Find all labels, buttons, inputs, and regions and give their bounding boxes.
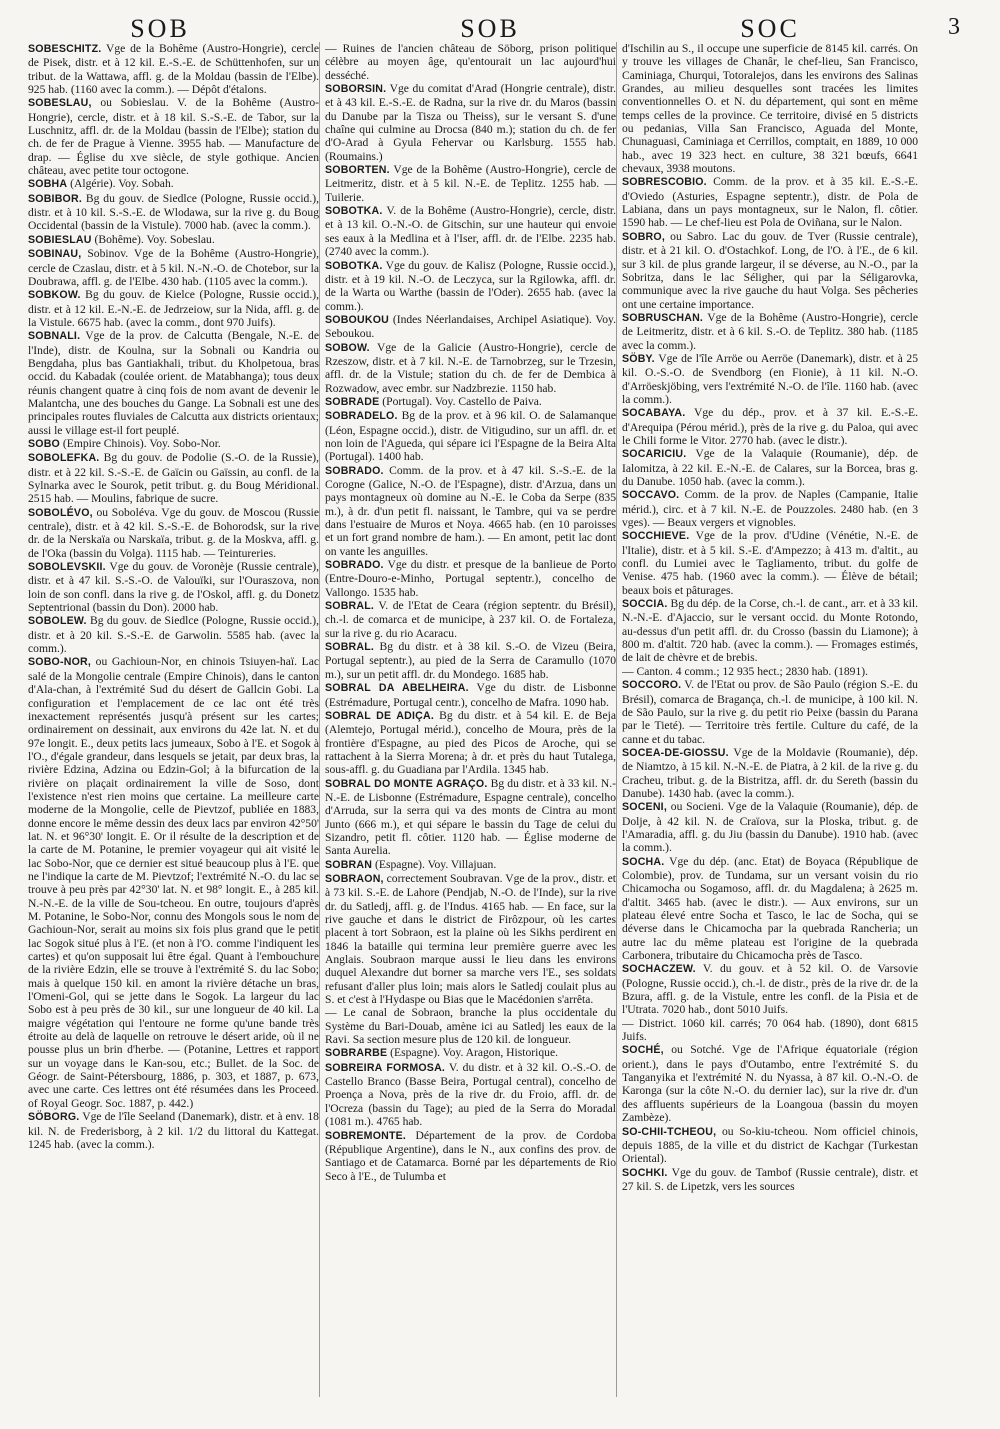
entry-headword: SOCCAVO. bbox=[622, 489, 680, 502]
entry-body: Comm. de la prov. et à 35 kil. E.-S.-E. d'Oviedo (Asturies, Espagne septentr.), distr. de Pola de Labiana, dans un pays montagneux, sur le Nalon, fl. côtier. 1590 hab. — Le chef-lieu est Pola de Oviñana, sur le Nalon. bbox=[622, 175, 918, 230]
dictionary-entry bbox=[28, 96, 319, 177]
entry-body: ou Sabro. Lac du gouv. de Tver (Russie centrale), distr. et à 21 kil. O. d'Ostachkof. Long, de l'O. à l'E., de 6 kil. sur 3 kil. de plus grande largeur, il se déverse, au N.-O., par la Sobritza, dans le lac Séligher, qui par la Séligarovka, communique avec la rive gauche du haut Volga. Ses pêcheries ont une certaine importance. bbox=[622, 229, 918, 311]
entry-body: Vge du distr. et presque de la banlieue de Porto (Entre-Douro-e-Minho, Portugal septentr.), concelho de Vallongo. 1535 hab. bbox=[325, 558, 616, 599]
dictionary-entry bbox=[325, 1129, 616, 1183]
entry-body: V. de l'Etat ou prov. de São Paulo (région S.-E. du Brésil), comarca de Bragança, ch.-l. de municipe, à 100 kil. N. de São Paulo, sur la rive g. du petit rio Peixe (bassin du Parana par le Tieté). — Territoire très fertile. Culture du café, de la canne et du tabac. bbox=[622, 678, 918, 746]
dictionary-entry bbox=[325, 777, 616, 858]
entry-body: ou Socieni. Vge de la Valaquie (Roumanie), dép. de Dolje, à 42 kil. N. de Craïova, sur la Ploska, tribut. g. de l'Amaradia, affl. g. du Jiu (bassin du Danube). 1910 hab. (avec la comm.). bbox=[622, 800, 918, 855]
entry-headword: SOBOUKOU bbox=[325, 313, 389, 326]
entry-body: V. du distr. et à 32 kil. O.-S.-O. de Castello Branco (Basse Beira, Portugal central), concelho de Proença a Nova, près de la rive dr. du Froio, affl. dr. de l'Ocreza (bassin du Tage); au pied de la Serra do Moradal (1081 m.). 4765 hab. bbox=[325, 1060, 616, 1129]
entry-headword: SOBOLEW. bbox=[28, 615, 87, 628]
entry-headword: SOBRESCOBIO. bbox=[622, 176, 707, 189]
entry-headword: SOBOW. bbox=[325, 341, 370, 354]
entry-headword: SOBOLEFKA. bbox=[28, 452, 100, 465]
dictionary-entry bbox=[622, 352, 918, 406]
dictionary-entry bbox=[325, 42, 616, 82]
dictionary-entry bbox=[622, 230, 918, 311]
dictionary-entry bbox=[622, 597, 918, 665]
entry-body: — Ruines de l'ancien château de Söborg, prison politique célèbre au moyen âge, qu'entourait un lac aujourd'hui desséché. bbox=[325, 42, 616, 82]
entry-headword: SOBORTEN. bbox=[325, 164, 390, 177]
dictionary-entry bbox=[622, 488, 918, 529]
entry-headword: SOBINAU, bbox=[28, 248, 82, 261]
entry-body: Bg de la prov. et à 96 kil. O. de Salamanque (Léon, Espagne occid.), distr. de Vitigudino, sur un affl. dr. et non loin de l'Agueda, qui sépare ici l'Espagne de la Beira Alta (Portugal). 1400 hab. bbox=[325, 409, 616, 464]
entry-headword: SÖBORG. bbox=[28, 1111, 80, 1124]
entry-headword: SÖBY. bbox=[622, 352, 655, 365]
dictionary-entry bbox=[325, 395, 616, 409]
dictionary-entry bbox=[28, 177, 319, 191]
dictionary-entry bbox=[622, 406, 918, 447]
entry-headword: SO-CHII-TCHEOU, bbox=[622, 1125, 717, 1138]
dictionary-entry bbox=[622, 855, 918, 963]
entry-headword: SOBRAON, bbox=[325, 872, 384, 885]
entry-headword: SOBIBOR. bbox=[28, 192, 82, 205]
running-head-left: SOB bbox=[130, 14, 190, 43]
entry-body: ou So-kiu-tcheou. Nom officiel chinois, depuis 1885, de la ville et du district de Kachgar (Turkestan Oriental). bbox=[622, 1124, 918, 1166]
entry-headword: SOBRAL DO MONTE AGRAÇO. bbox=[325, 777, 488, 790]
entry-body: Vge de la Bohême (Austro-Hongrie), cercle de Leitmeritz, distr. et à 6 kil. S.-O. de Teplitz. 380 hab. (1185 avec la comm.). bbox=[622, 310, 918, 352]
entry-body: Comm. de la prov. et à 47 kil. S.-S.-E. de la Corogne (Galice, N.-O. de l'Espagne), distr. d'Arzua, dans un pays montagneux où domine au N.-E. le Coba da Serpe (835 m.), à dr. d'un petit fl. naissant, le Tambre, qui va se perdre dans l'estuaire de Muros et Noya. 4665 hab. (en 10 paroisses et un fort grand nombre de ham.). — En amont, petit lac dont on vante les anguilles. bbox=[325, 463, 616, 558]
entry-body: Vge de la Bohême (Austro-Hongrie), cercle de Pisek, distr. et à 12 kil. E.-S.-E. de Schüttenhofen, sur un tribut. de la Wattawa, affl. g. de la Moldau (bassin de l'Elbe). 925 hab. (1160 avec la comm.). — Dépôt d'étalons. bbox=[28, 42, 319, 97]
entry-body: ou Sobieslau. V. de la Bohême (Austro-Hongrie), cercle, distr. et à 18 kil. S.-S.-E. de Tabor, sur la Luschnitz, affl. dr. de la Moldau (bassin de l'Elbe); station du ch. de fer de Prague à Vienne. 3955 hab. — Manufacture de drap. — Église du xve siècle, de style gothique. Ancien château, avec petite tour octogone. bbox=[28, 96, 319, 178]
entry-body: Bg du distr. et à 54 kil. E. de Beja (Alemtejo, Portugal mérid.), concelho de Moura, près de la frontière d'Espagne, au pied des Picos de Aroche, qui se rattachent à la Sierra Morena; à dr. et près du haut Tutalega, sous-affl. g. du Guadiana par l'Ardila. 1345 hab. bbox=[325, 708, 616, 777]
dictionary-entry bbox=[28, 1110, 319, 1151]
dictionary-entry bbox=[325, 558, 616, 599]
entry-headword: SOBO-NOR, bbox=[28, 656, 92, 669]
entry-headword: SOBRARBE bbox=[325, 1047, 388, 1060]
entry-headword: SOBRAL DA ABELHEIRA. bbox=[325, 682, 469, 695]
entry-body: V. du gouv. et à 52 kil. O. de Varsovie (Pologne, Russie occid.), ch.-l. de distr., près de la rive dr. de la Bzura, affl. g. de la Vistule, entre les confl. de la Pisia et de l'Utrata. 7020 hab., dont 5010 Juifs. bbox=[622, 962, 918, 1017]
dictionary-entry bbox=[325, 204, 616, 258]
entry-body: V. de la Bohême (Austro-Hongrie), cercle, distr. et à 13 kil. O.-N.-O. de Gitschin, sur une hauteur qui envoie ses eaux à la Medlina et à l'Iser, affl. dr. de l'Elbe. 2235 hab. (2740 avec la comm.). bbox=[325, 204, 616, 259]
page-number: 3 bbox=[948, 14, 960, 40]
entry-headword: SOCEA-DE-GIOSSU. bbox=[622, 746, 729, 759]
entry-body: Bg du distr. et à 38 kil. S.-O. de Vizeu (Beira, Portugal septentr.), au pied de la Serra de Caramullo (1070 m.), sur un petit affl. dr. du Mondego. 1685 hab. bbox=[325, 640, 616, 681]
entry-headword: SOBORSIN. bbox=[325, 83, 387, 96]
entry-body: Vge de la prov. d'Udine (Vénétie, N.-E. de l'Italie), distr. et à 5 kil. S.-E. d'Ampezzo; à 413 m. d'altit., au confl. du Lumiei avec le Tagliamento, tribut. du golfe de Venise. 475 hab. (1960 avec la comm.). — Élève de bétail; beaux bois et pâturages. bbox=[622, 529, 918, 597]
entry-headword: SOCENI, bbox=[622, 801, 667, 814]
entry-headword: SOBRAL. bbox=[325, 641, 375, 654]
entry-headword: SOCCORO. bbox=[622, 679, 682, 692]
dictionary-entry bbox=[622, 800, 918, 854]
dictionary-entry bbox=[622, 1017, 918, 1044]
running-head bbox=[60, 14, 960, 44]
dictionary-entry bbox=[325, 1061, 616, 1129]
entry-body: Vge de la Galicie (Austro-Hongrie), cercle de Rzeszow, distr. et à 7 kil. N.-E. de Tarnobrzeg, sur le Trzesin, affl. dr. de la Vistule; station du ch. de fer de Dembica à Rozwadow, avec embr. sur Nadzbrezie. 1150 hab. bbox=[325, 340, 616, 395]
entry-headword: SOBOTKA. bbox=[325, 205, 383, 218]
dictionary-entry bbox=[622, 1043, 918, 1124]
dictionary-entry bbox=[622, 746, 918, 800]
dictionary-entry bbox=[325, 709, 616, 777]
entry-headword: SOBESLAU, bbox=[28, 97, 92, 110]
entry-body: ou Sotché. Vge de l'Afrique équatoriale (région orient.), dans le pays d'Outambo, entre l'extrémité S. du Tanganyika et l'extrémité N. du Nyassa, à 87 kil. O.-N.-O. de Karonga (sur la côte N.-O. du dernier lac), sur la rive dr. d'un des affluents supérieurs de la Loangoua (bassin du moyen Zambèze). bbox=[622, 1043, 918, 1125]
entry-headword: SOCABAYA. bbox=[622, 407, 686, 420]
entry-headword: SOBO bbox=[28, 437, 60, 450]
dictionary-entry bbox=[28, 437, 319, 451]
entry-body: Vge de l'île Seeland (Danemark), distr. et à env. 18 kil. N. de Frederisborg, à 2 kil. 1/2 du littoral du Kattegat. 1245 hab. (avec la comm.). bbox=[28, 1110, 319, 1151]
dictionary-entry bbox=[325, 341, 616, 395]
entry-body: correctement Soubravan. Vge de la prov., distr. et à 73 kil. S.-E. de Lahore (Pendjab, N.-O. de l'Inde), sur la rive dr. du Satledj, affl. g. de l'Indus. 4165 hab. — En face, sur la rive gauche et dans le district de Firôzpour, où les cartes placent à tort Sobraon, est la plaine où les Sikhs perdirent en 1846 la bataille qui termina leur première guerre avec les Anglais. Soubraon marque aussi le lieu dans les environs duquel Alexandre dut borner sa marche vers l'E., ses soldats refusant d'aller plus loin; mais alors le Satledj coulait plus au S. et c'est à l'Hydaspe ou Bias que le Macédonien s'arrêta. bbox=[325, 871, 616, 1007]
entry-headword: SOBRADO. bbox=[325, 559, 384, 572]
entry-body: Vge du comitat d'Arad (Hongrie centrale), distr. et à 43 kil. E.-S.-E. de Radna, sur la rive dr. du Maros (bassin du Danube par la Tisza ou Theiss), sur le versant S. d'une chaîne qui culmine au Drocsa (840 m.); station du ch. de fer d'O-Arad à Gyula Fehervar ou Karlsburg. 1555 hab. (Roumains.) bbox=[325, 82, 616, 163]
entry-headword: SOBIESLAU bbox=[28, 233, 92, 246]
dictionary-entry bbox=[28, 288, 319, 329]
entry-body: ou Gachioun-Nor, en chinois Tsiuyen-haï. Lac salé de la Mongolie centrale (Empire Chinois), dans le canton d'Ala-chan, à l'extrémité Sud du désert de Gallcin Gobi. La configuration et l'emplacement de ce lac ont été très inexactement représentés jusqu'à présent sur les cartes; ordinairement on dessinait, aux environs du 42e lat. N. et du 97e longit. E., deux petits lacs jumeaux, Sobo à l'E. et Sogok à l'O., d'égale grandeur, dans lesquels se jetait, par deux bras, la rivière Edzina, Adzina ou Edzin-Gol; à la bifurcation de la rivière on plaçait ordinairement la ville de Soso, dont l'existence n'est rien moins que certaine. La meilleure carte moderne de la Mongolie, celle de Pievtzof, publiée en 1883, donne encore le même dessin des deux lacs par environ 42°50' lat. N. et 96°30' longit. E. Or il résulte de la description et de la carte de M. Potanine, le premier voyageur qui ait visité le lac Sobo-Nor, que ce dernier est situé beaucoup plus à l'E. que ne l'indique la carte de M. Pievtzof; l'extrémité N.-O. du lac se trouve à peu près par 42°30' lat. N. et 98° longit. E., à 285 kil. N.-N.-E. de la ville de Sou-tcheou. En outre, toujours d'après M. Potanine, le Sobo-Nor, connu des Mongols sous le nom de Gachioun-Nor, serait au moins six fois plus grand que le petit lac Sogok situé plus à l'E. (et non à l'O. comme l'indiquent les cartes) et qu'on supposait lui être égal. Quant à l'embouchure de la rivière Edzin, elle se trouve à l'extrémité S. du lac Sobo; mais à quelque 150 kil. en amont la rivière détache un bras, l'Omeni-Gol, qui se jette dans le Sogok. La largeur du lac Sobo est à peu près de 30 kil., sur une longueur de 40 kil. La maigre végétation qui l'entoure ne forme qu'une bande très étroite au delà de laquelle on retrouve le désert aride, où il ne pousse plus un brin d'herbe. — (Potanine, Lettres et rapport sur un voyage dans le Kan-sou, etc.; Bullet. de la Soc. de Géogr. de Saint-Pétersbourg, 1886, p. 303, et 1887, p. 673, avec une carte. Ces lettres ont été résumées dans les Proceed. of Royal Geogr. Soc. 1887, p. 442.) bbox=[28, 655, 319, 1110]
dictionary-entry bbox=[28, 655, 319, 1110]
entry-headword: SOBHA bbox=[28, 178, 68, 191]
entry-body: Vge de l'île Arröe ou Aerröe (Danemark), distr. et à 25 kil. O.-S.-O. de Svendborg (en Fionie), à 11 kil. N.-O. d'Arröeskjöbing, vers l'extrémité N.-O. de l'île. 1160 hab. (avec la comm.). bbox=[622, 351, 918, 406]
entry-body: Vge de la Valaquie (Roumanie), dép. de Ialomitza, à 22 kil. E.-N.-E. de Calares, sur la Borcea, bras g. du Danube. 1050 hab. (avec la comm.). bbox=[622, 447, 918, 488]
entry-body: Vge du gouv. de Voronèje (Russie centrale), distr. et à 47 kil. S.-S.-O. de Valouïki, sur l'Ouraszova, non loin de son confl. dans la rive g. de l'Oskol, affl. g. du Donetz Septentrional (bassin du Don). 2000 hab. bbox=[28, 560, 319, 615]
column-1 bbox=[28, 42, 319, 1402]
dictionary-entry bbox=[325, 409, 616, 463]
entry-headword: SOBNALI. bbox=[28, 330, 81, 343]
dictionary-entry bbox=[622, 529, 918, 597]
dictionary-entry bbox=[325, 163, 616, 204]
entry-body: (Empire Chinois). Voy. Sobo-Nor. bbox=[62, 436, 221, 450]
entry-body: — Le canal de Sobraon, branche la plus occidentale du Système du Bari-Douab, amène ici au Satledj les eaux de la Ravi. Sa section mesure plus de 120 kil. de longueur. bbox=[325, 1006, 616, 1047]
entry-body: Vge du gouv. de Kalisz (Pologne, Russie occid.), distr. et à 19 kil. N.-O. de Leczyca, sur la Rgilowka, affl. dr. de la Warta ou Warthe (bassin de l'Oder). 2655 hab. (avec la comm.). bbox=[325, 258, 616, 313]
dictionary-entry bbox=[325, 681, 616, 709]
entry-body: Sobinov. Vge de la Bohême (Austro-Hongrie), cercle de Czaslau, distr. et à 5 kil. N.-N.-O. de Chotebor, sur la Doubrawa, affl. g. de l'Elbe. 430 hab. (1105 avec la comm.). bbox=[28, 247, 319, 288]
entry-body: ou Soboléva. Vge du gouv. de Moscou (Russie centrale), distr. et à 42 kil. S.-S.-E. de Bohorodsk, sur la rive dr. de la Nerskaïa ou Narskaïa, tribut. g. de la Moskva, affl. g. de l'Oka (bassin du Volga). 1115 hab. — Teintureries. bbox=[28, 505, 319, 560]
entry-body: (Indes Néerlandaises, Archipel Asiatique). Voy. Seboukou. bbox=[325, 312, 616, 341]
dictionary-entry bbox=[325, 1046, 616, 1060]
entry-body: Bg du dép. de la Corse, ch.-l. de cant., arr. et à 33 kil. N.-N.-E. d'Ajaccio, sur le versant occid. du Monte Rotondo, au-dessus d'un petit affl. dr. du Crosso (bassin du Liamone); à 800 m. d'altit. 720 hab. (avec la comm.). — Fromages estimés, de lait de chèvre et de brebis. bbox=[622, 597, 918, 665]
entry-body: Bg du gouv. de Kielce (Pologne, Russie occid.), distr. et à 12 kil. E.-N.-E. de Jedrzeiow, sur la Nida, affl. g. de la Vistule. 6675 hab. (avec la comm., dont 970 Juifs). bbox=[28, 288, 319, 329]
running-head-right: SOC bbox=[740, 14, 800, 43]
dictionary-entry bbox=[325, 872, 616, 1006]
entry-body: Vge de la prov. de Calcutta (Bengale, N.-E. de l'Inde), distr. de Koulna, sur la Sobnali ou Kandria ou Bengdaha, plus bas Gantiakhali, tribut. du Kholpetoua, bras occid. du Kabadak (coulée orient. de Matabhanga); tous deux réunis changent quatre à cinq fois de nom avant de devenir le Malantcha, une des bouches du Gange. La Sobnali est une des principales routes fluviales de Calcutta aux districts orientaux; aussi le village est-il fort peuplé. bbox=[28, 329, 319, 437]
dictionary-entry bbox=[28, 560, 319, 614]
entry-headword: SOBRAN bbox=[325, 858, 373, 871]
dictionary-entry bbox=[28, 247, 319, 288]
dictionary-entry bbox=[622, 678, 918, 746]
entry-headword: SOCHKI. bbox=[622, 1166, 668, 1179]
dictionary-entry bbox=[622, 1166, 918, 1194]
dictionary-entry bbox=[622, 311, 918, 352]
entry-body: — District. 1060 kil. carrés; 70 064 hab. (1890), dont 6815 Juifs. bbox=[622, 1016, 918, 1044]
entry-headword: SOBOTKA. bbox=[325, 259, 383, 272]
dictionary-entry bbox=[28, 329, 319, 437]
entry-headword: SOBRADO. bbox=[325, 464, 384, 477]
dictionary-entry bbox=[325, 464, 616, 558]
dictionary-entry bbox=[28, 506, 319, 560]
dictionary-entry bbox=[325, 1006, 616, 1046]
entry-headword: SOBESCHITZ. bbox=[28, 43, 102, 55]
dictionary-entry bbox=[325, 259, 616, 313]
entry-body: Vge du distr. de Lisbonne (Estrémadure, Portugal centr.), concelho de Mafra. 1090 hab. bbox=[325, 681, 616, 709]
entry-headword: SOBRADELO. bbox=[325, 410, 398, 423]
dictionary-entry bbox=[325, 640, 616, 681]
dictionary-entry bbox=[622, 665, 918, 678]
entry-body: Vge du dép., prov. et à 37 kil. E.-S.-E. d'Arequipa (Pérou mérid.), près de la rive g. du Paloa, qui avec le Chili forme le Vitor. 2770 hab. (avec le distr.). bbox=[622, 406, 918, 447]
dictionary-entry bbox=[622, 1125, 918, 1166]
dictionary-entry bbox=[325, 599, 616, 640]
column-3 bbox=[622, 42, 918, 1402]
entry-body: V. de l'Etat de Ceara (région septentr. du Brésil), ch.-l. de comarca et de municipe, à 237 kil. O. de Fortaleza, sur la rive g. du rio Acaracu. bbox=[325, 599, 616, 640]
entry-body: — Canton. 4 comm.; 12 935 hect.; 2830 hab. (1891). bbox=[622, 664, 869, 678]
dictionary-entry bbox=[28, 42, 319, 96]
entry-headword: SOBRO, bbox=[622, 230, 665, 243]
entry-headword: SOCHACZEW. bbox=[622, 963, 696, 976]
dictionary-entry bbox=[622, 962, 918, 1016]
entry-body: (Espagne). Voy. Villajuan. bbox=[375, 857, 497, 871]
column-rule bbox=[319, 42, 320, 1397]
entry-body: Vge de la Bohême (Austro-Hongrie), cercle de Leitmeritz, distr. et à 5 kil. N.-E. de Teplitz. 1255 hab. — Tuilerie. bbox=[325, 163, 616, 204]
dictionary-entry bbox=[325, 313, 616, 341]
entry-headword: SOBKOW. bbox=[28, 289, 81, 302]
entry-headword: SOBRAL DE ADIÇA. bbox=[325, 709, 434, 722]
entry-body: Vge du gouv. de Tambof (Russie centrale), distr. et 27 kil. S. de Lipetzk, vers les sources bbox=[622, 1165, 918, 1193]
column-rule bbox=[616, 42, 617, 1397]
entry-headword: SOBOLÉVO, bbox=[28, 506, 93, 519]
entry-body: (Algérie). Voy. Sobah. bbox=[70, 177, 174, 191]
entry-headword: SOCARICIU. bbox=[622, 448, 687, 461]
entry-body: Bg du gouv. de Siedlce (Pologne, Russie occid.), distr. et à 10 kil. S.-S.-E. de Wlodawa, sur la rive g. du Boug Occidental (bassin de la Vistule). 7000 hab. (avec la comm.). bbox=[28, 191, 319, 233]
running-head-middle: SOB bbox=[460, 14, 520, 43]
dictionary-entry bbox=[622, 447, 918, 488]
dictionary-entry bbox=[28, 451, 319, 505]
entry-body: Département de la prov. de Cordoba (République Argentine), dans le N., aux confins des prov. de Santiago et de Catamarca. Borné par les départements de Rio Seco à l'E., de Tulumba et bbox=[325, 1128, 616, 1183]
entry-headword: SOBREMONTE. bbox=[325, 1129, 407, 1142]
entry-headword: SOBRADE bbox=[325, 395, 380, 408]
entry-headword: SOBRAL. bbox=[325, 600, 375, 613]
entry-headword: SOBRUSCHAN. bbox=[622, 311, 704, 324]
entry-headword: SOCHA. bbox=[622, 855, 665, 868]
entry-headword: SOBREIRA FORMOSA. bbox=[325, 1061, 446, 1074]
entry-body: Bg du distr. et à 33 kil. N.-N.-E. de Lisbonne (Estrémadure, Espagne centrale), concelho d'Arruda, sur la serra qui va des monts de Cintra au mont Junto (666 m.), et qui sépare le bassin du Tage de celui du Sizandro, petit fl. côtier. 1120 hab. — Église moderne de Santa Aurelia. bbox=[325, 776, 616, 858]
entry-headword: SOBOLEVSKII. bbox=[28, 561, 106, 574]
entry-headword: SOCCIA. bbox=[622, 598, 668, 611]
dictionary-entry bbox=[325, 82, 616, 163]
column-2 bbox=[325, 42, 616, 1402]
entry-body: Comm. de la prov. de Naples (Campanie, Italie mérid.), circ. et à 7 kil. N.-E. de Pouzzoles. 2480 hab. (en 3 vges). — Beaux vergers et vignobles. bbox=[622, 488, 918, 530]
entry-body: (Espagne). Voy. Aragon, Historique. bbox=[390, 1046, 559, 1060]
entry-body: Vge du dép. (anc. Etat) de Boyaca (République de Colombie), prov. de Tundama, sur un versant voisin du rio Chicamocha ou Sogamoso, affl. dr. du Magdalena; à 2625 m. d'altit. 3465 hab. (avec le distr.). — Aux environs, sur un plateau élevé entre Socha et Tasco, le lac de Socha, qui se déverse dans le Chicamocha par la quebrada Rancheria; un autre lac du même plateau est l'origine de la quebrada Carbonera, tributaire du Chicamocha près de Tasco. bbox=[622, 854, 918, 963]
entry-body: d'Ischilin au S., il occupe une superficie de 8145 kil. carrés. On y trouve les villages de Chanâr, le chef-lieu, San Francisco, Caminiaga, Churqui, Totoralejos, dans les environs des Salinas Grandes, au milieu desquelles sont tracées les limites conventionnelles O. et N. du département, qui sont en même temps celles de la province. Ce territoire, divisé en 5 districts ou pedanias, Villa San Francisco, Aguada del Monte, Chunaguasi, Caminiaga et Cerrillos, comptait, en 1889, 10 000 hab., avec 19 323 hect. en culture, 38 321 bœufs, 6641 chevaux, 3938 moutons. bbox=[622, 42, 918, 176]
dictionary-entry bbox=[28, 233, 319, 247]
dictionary-entry bbox=[28, 192, 319, 233]
entry-headword: SOCHÉ, bbox=[622, 1044, 664, 1057]
entry-headword: SOCCHIEVE. bbox=[622, 530, 690, 543]
entry-body: Vge de la Moldavie (Roumanie), dép. de Niamtzo, à 15 kil. N.-N.-E. de Piatra, à 2 kil. de la rive g. du Cracheu, tribut. g. de la Bistritza, affl. dr. du Sereth (bassin du Danube). 1430 hab. (avec la comm.). bbox=[622, 745, 918, 800]
dictionary-entry bbox=[622, 42, 918, 175]
entry-body: (Portugal). Voy. Castello de Paiva. bbox=[382, 394, 542, 408]
dictionary-entry bbox=[622, 175, 918, 229]
entry-body: Bg du gouv. de Podolie (S.-O. de la Russie), distr. et à 22 kil. S.-S.-E. de Gaïcin ou Gaïssin, au confl. de la Sylnarka avec le Sourok, petit tribut. g. du Boug Méridional. 2515 hab. — Moulins, fabrique de sucre. bbox=[28, 451, 319, 506]
dictionary-entry bbox=[325, 858, 616, 872]
entry-body: (Bohême). Voy. Sobeslau. bbox=[94, 232, 215, 246]
dictionary-entry bbox=[28, 614, 319, 655]
entry-body: Bg du gouv. de Siedlce (Pologne, Russie occid.), distr. et à 20 kil. S.-S.-E. de Garwolin. 5585 hab. (avec la comm.). bbox=[28, 614, 319, 656]
